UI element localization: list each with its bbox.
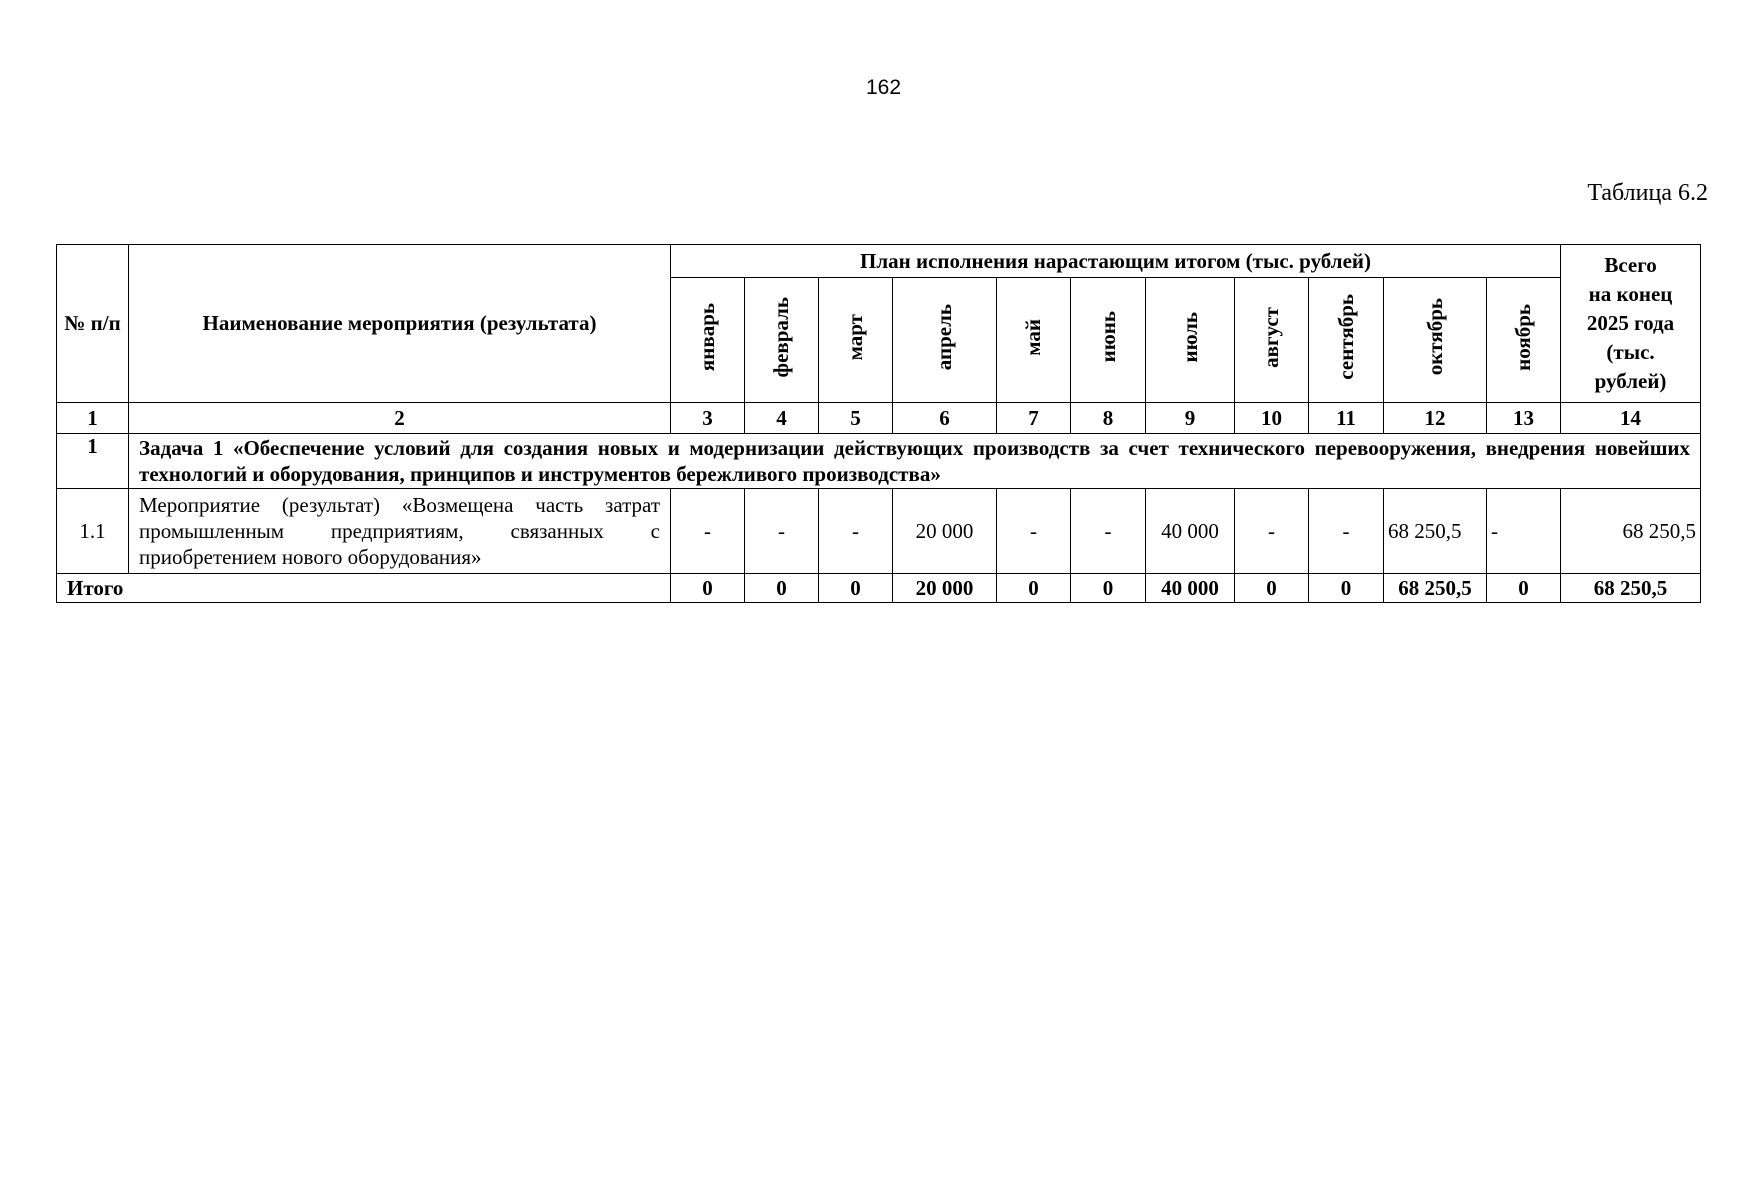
month-header [1146,278,1235,403]
totals-value: 0 [819,574,893,603]
header-total [1561,245,1701,403]
column-number: 6 [893,403,997,434]
month-header [893,278,997,403]
event-total: 68 250,5 [1561,489,1701,574]
totals-value: 20 000 [893,574,997,603]
task-row [57,434,1701,489]
column-number: 8 [1071,403,1146,434]
header-total-line: (тыс. [1606,340,1655,364]
totals-value: 0 [1071,574,1146,603]
totals-label: Итого [57,574,671,603]
totals-value: 0 [1235,574,1309,603]
task-text: Задача 1 «Обеспечение условий для создания новых и модернизации действующих производств за счет технического перевооружения, внедрения новейших технологий и оборудования, принципов и инструментов бережливого производства» [129,434,1701,489]
totals-row [57,574,1701,603]
column-number: 14 [1561,403,1701,434]
totals-value: 0 [1487,574,1561,603]
month-header [745,278,819,403]
event-num: 1.1 [57,489,129,574]
totals-value: 0 [1309,574,1384,603]
month-label: июль [1177,311,1202,363]
header-total-line: Всего [1604,253,1657,277]
month-header [1309,278,1384,403]
event-value: - [671,489,745,574]
plan-table [56,244,1701,603]
event-row [57,489,1701,574]
header-num: № п/п [57,245,129,403]
header-total-line: рублей) [1594,369,1667,393]
page-number: 162 [866,76,902,99]
month-label: сентябрь [1333,294,1358,380]
month-label: май [1021,318,1045,356]
totals-value: 0 [671,574,745,603]
event-value: - [1487,489,1561,574]
column-number-row [57,403,1701,434]
month-label: апрель [932,303,956,371]
month-label: ноябрь [1511,303,1536,371]
column-number: 2 [129,403,671,434]
header-row-1 [57,245,1701,278]
event-value: - [745,489,819,574]
event-value: - [1235,489,1309,574]
month-header [1384,278,1487,403]
totals-value: 0 [997,574,1071,603]
column-number: 4 [745,403,819,434]
header-total-line: на конец [1588,282,1673,306]
month-label: июнь [1095,311,1120,363]
column-number: 3 [671,403,745,434]
header-total-line: 2025 года [1586,311,1675,335]
totals-grand: 68 250,5 [1561,574,1701,603]
task-num: 1 [57,434,129,489]
event-value: - [1071,489,1146,574]
column-number: 5 [819,403,893,434]
header-name: Наименование мероприятия (результата) [129,245,671,403]
event-value: - [819,489,893,574]
event-name: Мероприятие (результат) «Возмещена часть затрат промышленным предприятиям, связанных с приобретением нового оборудования» [129,489,671,574]
month-label: январь [695,302,719,372]
totals-value: 40 000 [1146,574,1235,603]
month-header [1071,278,1146,403]
month-header [997,278,1071,403]
event-value: - [997,489,1071,574]
event-value: 40 000 [1146,489,1235,574]
month-header [1235,278,1309,403]
table-caption: Таблица 6.2 [1587,180,1708,206]
totals-value: 0 [745,574,819,603]
column-number: 12 [1384,403,1487,434]
column-number: 1 [57,403,129,434]
column-number: 10 [1235,403,1309,434]
column-number: 13 [1487,403,1561,434]
column-number: 7 [997,403,1071,434]
event-value: - [1309,489,1384,574]
column-number: 9 [1146,403,1235,434]
header-plan-group: План исполнения нарастающим итогом (тыс. рублей) [671,245,1561,278]
month-label: август [1259,306,1283,368]
column-number: 11 [1309,403,1384,434]
month-label: февраль [769,296,793,378]
totals-value: 68 250,5 [1384,574,1487,603]
month-label: март [843,313,867,361]
month-label: октябрь [1422,298,1447,376]
month-header [671,278,745,403]
month-header [1487,278,1561,403]
event-value: 68 250,5 [1384,489,1487,574]
month-header [819,278,893,403]
event-value: 20 000 [893,489,997,574]
